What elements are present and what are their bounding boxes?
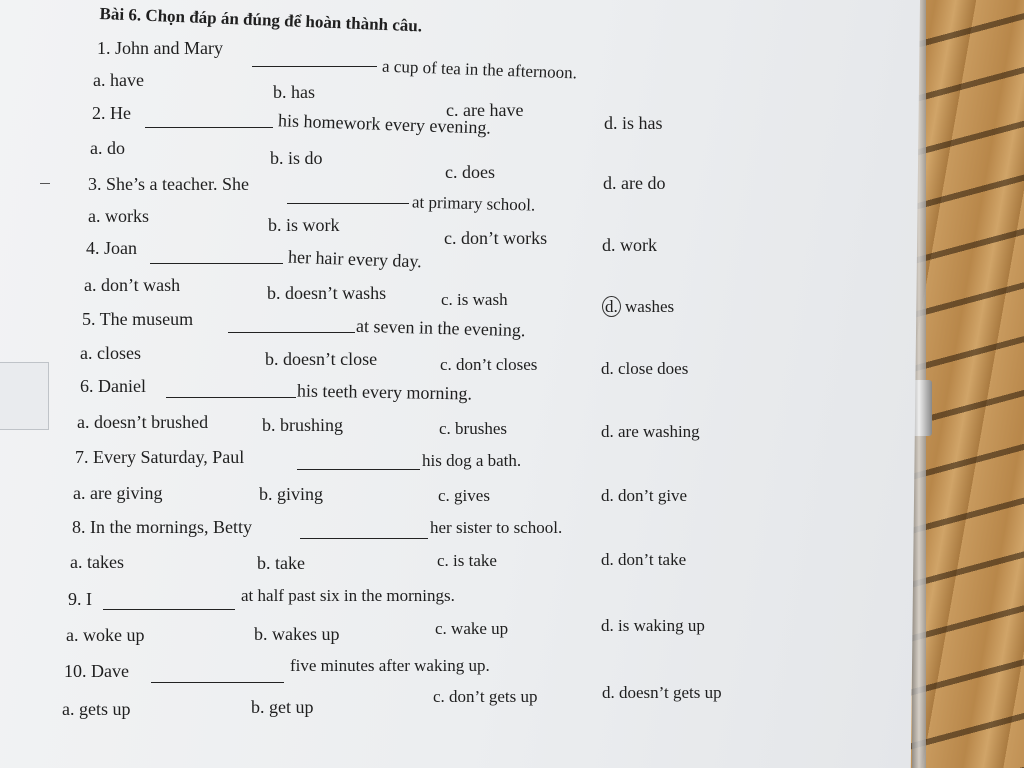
question-1-option-d[interactable]: d. is has: [604, 113, 663, 133]
question-6-blank[interactable]: [166, 396, 296, 398]
question-9-option-d[interactable]: d. is waking up: [601, 616, 705, 635]
question-3-option-b[interactable]: b. is work: [268, 215, 340, 235]
question-4-option-b[interactable]: b. doesn’t washs: [267, 283, 387, 303]
question-1-stem: 1. John and Mary: [97, 38, 223, 58]
question-5-rest: at seven in the evening.: [355, 315, 526, 341]
question-10-stem: 10. Dave: [64, 661, 129, 681]
question-6-option-d[interactable]: d. are washing: [601, 422, 700, 441]
question-9-rest: at half past six in the mornings.: [241, 586, 455, 605]
question-7-option-c[interactable]: c. gives: [438, 486, 490, 505]
question-4-option-c[interactable]: c. is wash: [441, 290, 508, 309]
question-4-blank[interactable]: [150, 262, 283, 264]
question-2-option-c[interactable]: c. does: [445, 162, 495, 182]
question-8-option-d[interactable]: d. don’t take: [601, 550, 687, 569]
question-1-option-b[interactable]: b. has: [273, 82, 315, 102]
question-2-option-b[interactable]: b. is do: [270, 148, 323, 168]
question-8-option-c[interactable]: c. is take: [437, 551, 497, 570]
question-9-stem: 9. I: [68, 589, 92, 609]
question-9-option-a[interactable]: a. woke up: [66, 625, 145, 645]
question-5-stem: 5. The museum: [82, 309, 194, 329]
question-1-option-a[interactable]: a. have: [93, 70, 144, 90]
question-8-blank[interactable]: [300, 537, 428, 539]
question-7-stem: 7. Every Saturday, Paul: [75, 447, 245, 467]
question-10-option-c[interactable]: c. don’t gets up: [433, 687, 538, 706]
question-10-option-a[interactable]: a. gets up: [62, 699, 131, 719]
question-4-option-d-text: washes: [625, 297, 675, 316]
question-6-option-b[interactable]: b. brushing: [262, 415, 343, 435]
question-6-option-a[interactable]: a. doesn’t brushed: [77, 412, 209, 432]
question-2-option-d[interactable]: d. are do: [603, 173, 666, 193]
question-4-rest: her hair every day.: [287, 246, 423, 272]
question-1-option-c[interactable]: c. are have: [446, 100, 524, 120]
question-10-blank[interactable]: [151, 681, 284, 683]
question-5-option-d[interactable]: d. close does: [601, 359, 689, 378]
question-2-option-a[interactable]: a. do: [90, 138, 125, 158]
question-6-rest: his teeth every morning.: [296, 380, 473, 404]
question-9-option-b[interactable]: b. wakes up: [254, 624, 340, 644]
selected-answer-circle: d.: [602, 296, 621, 317]
question-7-blank[interactable]: [297, 468, 420, 470]
question-10-option-d[interactable]: d. doesn’t gets up: [602, 683, 722, 702]
question-6-stem: 6. Daniel: [80, 376, 146, 396]
question-5-blank[interactable]: [228, 331, 355, 333]
question-8-rest: her sister to school.: [430, 518, 563, 537]
question-2-blank[interactable]: [145, 126, 273, 128]
question-8-option-a[interactable]: a. takes: [70, 552, 124, 572]
question-4-option-d[interactable]: [602, 297, 674, 317]
exercise-title: Bài 6. Chọn đáp án đúng để hoàn thành câu.: [99, 4, 423, 36]
question-8-option-b[interactable]: b. take: [257, 553, 305, 573]
question-9-blank[interactable]: [103, 608, 235, 610]
question-10-option-b[interactable]: b. get up: [251, 697, 314, 717]
question-5-option-c[interactable]: c. don’t closes: [440, 355, 538, 374]
question-3-stem: 3. She’s a teacher. She: [88, 174, 249, 194]
question-8-stem: 8. In the mornings, Betty: [72, 517, 252, 537]
question-3-option-a[interactable]: a. works: [88, 206, 149, 226]
question-3-option-c[interactable]: c. don’t works: [444, 228, 548, 248]
question-7-rest: his dog a bath.: [422, 451, 522, 470]
question-9-option-c[interactable]: c. wake up: [435, 619, 509, 638]
question-2-stem: 2. He: [92, 103, 131, 123]
question-1-rest: a cup of tea in the afternoon.: [381, 56, 578, 83]
question-3-option-d[interactable]: d. work: [602, 235, 657, 255]
question-7-option-d[interactable]: d. don’t give: [601, 486, 688, 505]
question-10-rest: five minutes after waking up.: [290, 656, 490, 675]
question-1-blank[interactable]: [252, 65, 377, 67]
question-5-option-a[interactable]: a. closes: [80, 343, 141, 363]
question-4-stem: 4. Joan: [86, 238, 137, 258]
question-6-option-c[interactable]: c. brushes: [439, 419, 507, 438]
question-4-option-a[interactable]: a. don’t wash: [84, 275, 181, 295]
question-7-option-a[interactable]: a. are giving: [73, 483, 163, 503]
question-7-option-b[interactable]: b. giving: [259, 484, 324, 504]
question-2-rest: his homework every evening.: [277, 110, 492, 138]
pen-mark: [40, 183, 50, 184]
question-3-rest: at primary school.: [411, 192, 536, 215]
question-3-blank[interactable]: [287, 202, 409, 204]
question-5-option-b[interactable]: b. doesn’t close: [265, 349, 378, 369]
